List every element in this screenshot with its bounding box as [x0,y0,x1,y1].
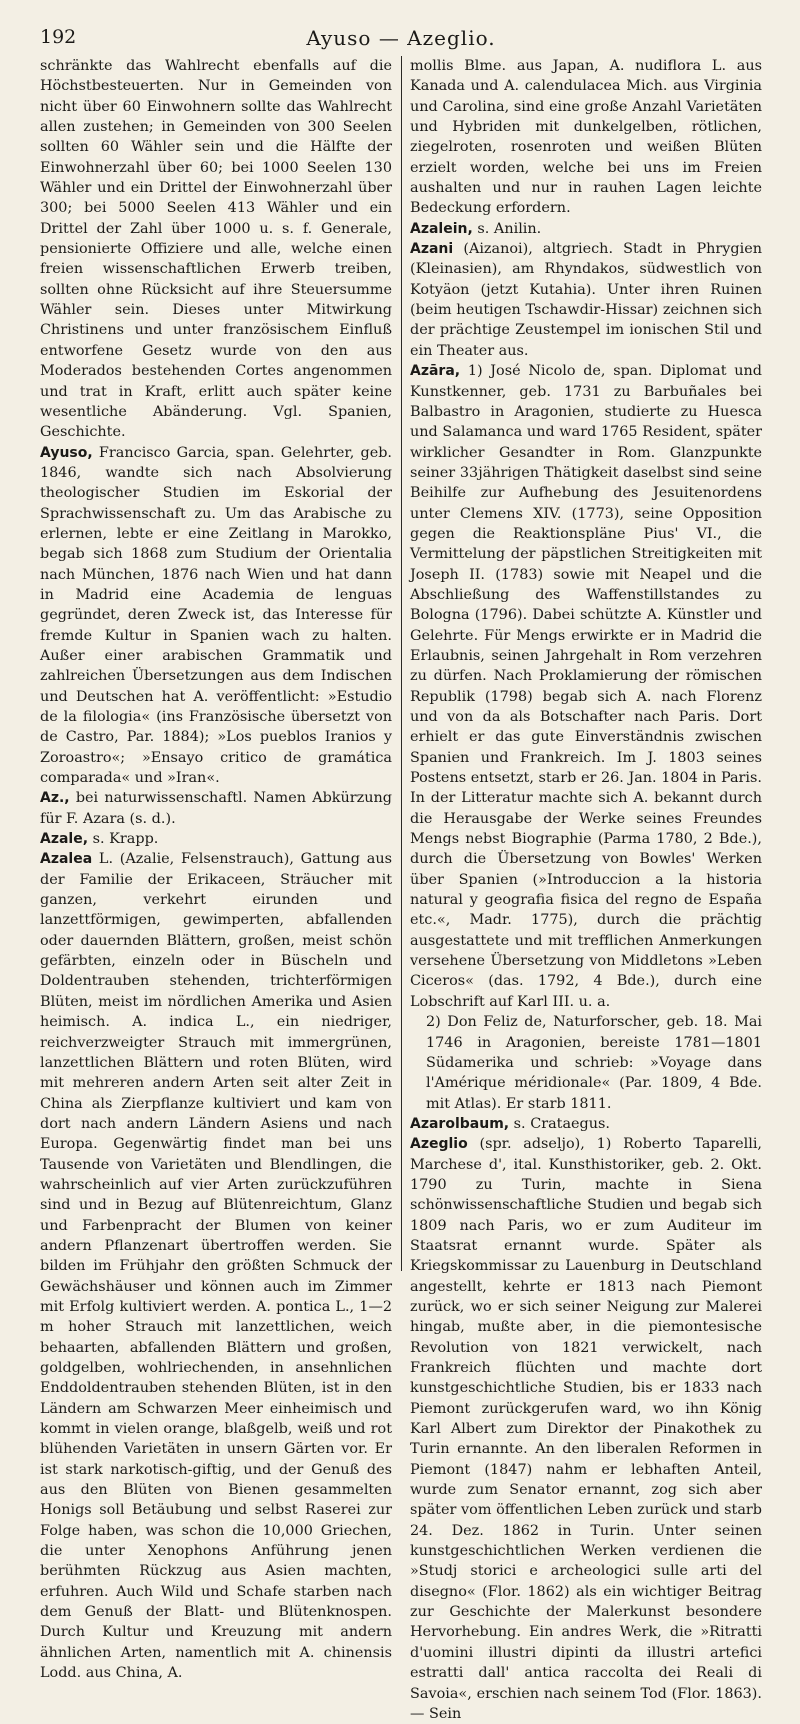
entry-text: s. Krapp. [92,831,159,848]
entry-text: 2) Don Feliz de, Naturforscher, geb. 18. Mai 1746 in Aragonien, bereiste 1781—1801 Südamerika und schrieb: »Voyage dans l'Amérique méridionale« (Par. 1809, 4 Bde. mit Atlas). Er starb 1811. [426,1014,762,1112]
entry-headword: Azalea [40,851,93,868]
dictionary-entry [410,219,762,239]
entry-continuation [40,56,392,443]
text-columns [40,56,762,1724]
entry-text: L. (Azalie, Felsenstrauch), Gattung aus der Familie der Erikaceen, Sträucher mit ganzen, verkehrt eirunden und lanzettförmigen, gewimperten, abfallenden oder dauernden Blättern, großen, meist schön gefärbten, einzeln oder in Büscheln und Doldentrauben stehenden, trichterförmigen Blüten, meist im nördlichen Amerika und Asien heimisch. A. indica L., ein niedriger, reichverzweigter Strauch mit immergrünen, lanzettlichen Blättern und roten Blüten, wird mit mehreren andern Arten seit alter Zeit in China als Zierpflanze kultiviert und kam von dort nach andern Ländern Asiens und nach Europa. Gegenwärtig findet man bei uns Tausende von Varietäten und Blendlingen, die wahrscheinlich auf vier Arten zurückzuführen sind und in Bezug auf Blütenreichtum, Glanz und Farbenpracht der Blumen von keiner andern Pflanzenart übertroffen werden. Sie bilden im Frühjahr den größten Schmuck der Gewächshäuser und können auch im Zimmer mit Erfolg kultiviert werden. A. pontica L., 1—2 m hoher Strauch mit lanzettlichen, weich behaarten, abfallenden Blättern und großen, goldgelben, wohlriechenden, in ansehnlichen Enddoldentrauben stehenden Blüten, ist in den Ländern am Schwarzen Meer einheimisch und kommt in vielen orange, blaßgelb, weiß und rot blühenden Varietäten in unsern Gärten vor. Er ist stark narkotisch-giftig, und der Genuß des aus den Blüten von Bienen gesammelten Honigs soll Betäubung und selbst Raserei zur Folge haben, was schon die 10,000 Griechen, die unter Xenophons Anführung jenen berühmten Rückzug aus Asien machten, erfuhren. Auch Wild und Schafe starben nach dem Genuß der Blatt- und Blütenknospen. Durch Kultur und Kreuzung mit andern ähnlichen Arten, namentlich mit A. chinensis Lodd. aus China, A. [40,851,392,1682]
left-column [40,56,392,1724]
entry-headword: Ayuso, [40,444,93,461]
dictionary-entry [40,829,392,849]
dictionary-entry [410,1114,762,1134]
entry-text: bei naturwissenschaftl. Namen Abkürzung für F. Azara (s. d.). [40,790,392,827]
dictionary-entry [40,849,392,1683]
entry-headword: Azeglio [410,1136,468,1153]
entry-text: s. Crataegus. [513,1115,610,1132]
dictionary-entry [40,788,392,829]
dictionary-entry [410,361,762,1012]
entry-headword: Azani [410,241,454,258]
entry-text: mollis Blme. aus Japan, A. nudiflora L. aus Kanada und A. calendulacea Mich. aus Virginia und Carolina, sind eine große Anzahl Varietäten und Hybriden mit dunkelgelben, rötlichen, ziegelroten, rosenroten und weißen Blüten erzielt worden, welche bei uns im Freien aushalten und nur in rauhen Lagen leichte Bedeckung erfordern. [410,58,762,217]
column-divider [401,56,402,1271]
entry-continuation [410,1012,762,1114]
entry-headword: Azāra, [410,363,461,380]
right-column [410,56,762,1724]
dictionary-entry [40,443,392,789]
dictionary-entry [410,239,762,361]
entry-text: schränkte das Wahlrecht ebenfalls auf die Höchstbesteuerten. Nur in Gemeinden von nicht über 60 Einwohnern sollte das Wahlrecht allen zustehen; in Gemeinden von 300 Seelen sollten 60 Wähler sein und die Hälfte der Einwohnerzahl über 60; bei 1000 Seelen 130 Wähler und ein Drittel der Einwohnerzahl über 300; bei 5000 Seelen 413 Wähler und ein Drittel der Zahl über 1000 u. s. f. Generale, pensionierte Offiziere und alle, welche einen freien wissenschaftlichen Erwerb treiben, sollten ohne Rücksicht auf ihre Steuersumme Wähler sein. Dieses unter Mitwirkung Christinens und unter französischem Einfluß entworfene Gesetz wurde von den aus Moderados bestehenden Cortes angenommen und trat in Kraft, erlitt auch später keine wesentliche Abänderung. Vgl. Spanien, Geschichte. [40,58,392,441]
entry-headword: Azalein, [410,220,473,237]
page-header [40,22,762,56]
entry-text: (spr. adseljo), 1) Roberto Taparelli, Marchese d', ital. Kunsthistoriker, geb. 2. Okt. 1790 zu Turin, machte in Siena schönwissenschaftliche Studien und begab sich 1809 nach Paris, wo er zum Auditeur im Staatsrat ernannt wurde. Später als Kriegskommissar zu Lauenburg in Deutschland angestellt, kehrte er 1813 nach Piemont zurück, wo er sich seiner Neigung zur Malerei hingab, mußte aber, in die piemontesische Revolution von 1821 verwickelt, nach Frankreich flüchten und machte dort kunstgeschichtliche Studien, bis er 1833 nach Piemont zurückgerufen ward, wo ihn König Karl Albert zum Direktor der Pinakothek zu Turin ernannte. An den liberalen Reformen in Piemont (1847) nahm er lebhaften Anteil, wurde zum Senator ernannt, zog sich aber später vom öffentlichen Leben zurück und starb 24. Dez. 1862 in Turin. Unter seinen kunstgeschichtlichen Werken verdienen die »Studj storici e archeologici sulle arti del disegno« (Flor. 1862) als ein wichtiger Beitrag zur Geschichte der Malerkunst besondere Hervorhebung. Ein andres Werk, die »Ritratti d'uomini illustri dipinti da illustri artefici estratti dall' antica raccolta dei Reali di Savoia«, erschien nach seinem Tod (Flor. 1863). — Sein [410,1136,762,1722]
entry-text: 1) José Nicolo de, span. Diplomat und Kunstkenner, geb. 1731 zu Barbuñales bei Balbastro in Aragonien, studierte zu Huesca und Salamanca und ward 1765 Resident, später wirklicher Gesandter in Rom. Glanzpunkte seiner 33jährigen Thätigkeit daselbst sind seine Beihilfe zur Aufhebung des Jesuitenordens unter Clemens XIV. (1773), seine Opposition gegen die Reaktionspläne Pius' VI., die Vermittelung der päpstlichen Streitigkeiten mit Joseph II. (1783) sowie mit Neapel und die Abschließung des Waffenstillstandes zu Bologna (1796). Dabei schützte A. Künstler und Gelehrte. Für Mengs erwirkte er in Madrid die Erlaubnis, seinen Jahrgehalt in Rom verzehren zu dürfen. Nach Proklamierung der römischen Republik (1798) begab sich A. nach Florenz und von da als Botschafter nach Paris. Dort erhielt er das gute Einverständnis zwischen Spanien und Frankreich. Im J. 1803 seines Postens entsetzt, starb er 26. Jan. 1804 in Paris. In der Litteratur machte sich A. bekannt durch die Herausgabe der Werke seines Freundes Mengs nebst Biographie (Parma 1780, 2 Bde.), durch die Übersetzung von Bowles' Werken über Spanien (»Introduccion a la historia natural y geografia fisica del regno de España etc.«, Madr. 1775), durch die prächtig ausgestattete und mit trefflichen Anmerkungen versehene Übersetzung von Middletons »Leben Ciceros« (das. 1792, 4 Bde.), durch eine Lobschrift auf Karl III. u. a. [410,363,762,1010]
dictionary-entry [410,1134,762,1724]
entry-text: s. Anilin. [477,220,542,237]
page-number: 192 [40,26,77,48]
entry-continuation [410,56,762,219]
entry-headword: Az., [40,790,70,807]
entry-text: Francisco Garcia, span. Gelehrter, geb. 1846, wandte sich nach Absolvierung theologischer Studien im Eskorial der Sprachwissenschaft zu. Um das Arabische zu erlernen, lebte er eine Zeitlang in Marokko, begab sich 1868 zum Studium der Orientalia nach München, 1876 nach Wien und hat dann in Madrid eine Academia de lenguas gegründet, deren Zweck ist, das Interesse für fremde Kultur in Spanien wach zu halten. Außer einer arabischen Grammatik und zahlreichen Übersetzungen aus dem Indischen und Deutschen hat A. veröffentlicht: »Estudio de la filologia« (ins Französische übersetzt von de Castro, Par. 1884); »Los pueblos Iranios y Zoroastro«; »Ensayo critico de gramática comparada« und »Iran«. [40,444,392,787]
entry-headword: Azarolbaum, [410,1115,510,1132]
entry-headword: Azale, [40,831,89,848]
entry-text: (Aizanoi), altgriech. Stadt in Phrygien (Kleinasien), am Rhyndakos, südwestlich von Kotyäon (jetzt Kutahia). Unter ihren Ruinen (beim heutigen Tschawdir-Hissar) zeichnen sich der prächtige Zeustempel im ionischen Stil und ein Theater aus. [410,241,763,359]
running-head: Ayuso — Azeglio. [306,26,496,50]
